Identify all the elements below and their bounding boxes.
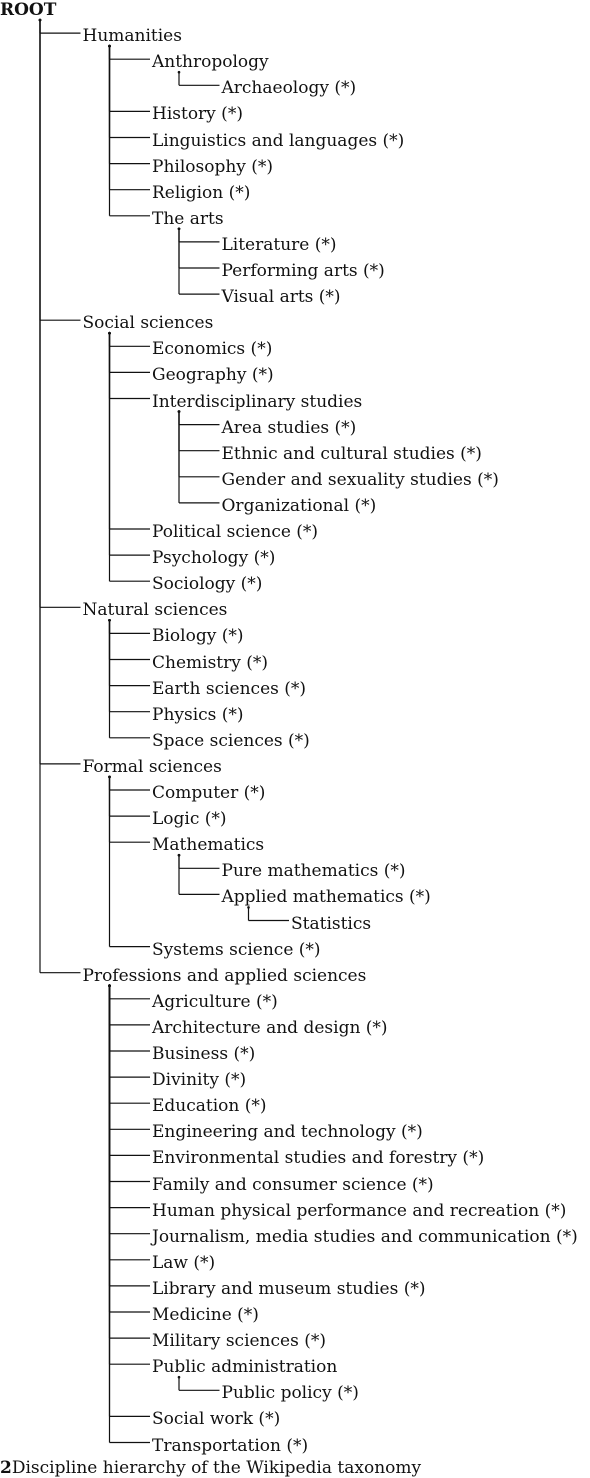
node-social-sciences: Social sciences [82,313,214,334]
node-physics: Physics (*) [152,704,244,725]
node-gender-and-sexuality-studies: Gender and sexuality studies (*) [221,469,499,490]
node-interdisciplinary-studies: Interdisciplinary studies [152,391,363,412]
node-mathematics: Mathematics [152,835,265,856]
node-visual-arts: Visual arts (*) [221,287,341,308]
node-area-studies: Area studies (*) [221,417,357,438]
node-journalism-media-studies-and-communication: Journalism, media studies and communication (*) [152,1226,578,1247]
node-archaeology: Archaeology (*) [221,78,357,99]
node-formal-sciences: Formal sciences [82,756,222,777]
node-the-arts: The arts [152,208,224,229]
node-philosophy: Philosophy (*) [152,156,274,177]
node-literature: Literature (*) [221,234,337,255]
node-linguistics-and-languages: Linguistics and languages (*) [152,130,405,151]
node-medicine: Medicine (*) [152,1305,259,1325]
node-business: Business (*) [152,1044,256,1064]
node-space-sciences: Space sciences (*) [152,730,310,751]
node-law: Law (*) [152,1252,216,1273]
node-pure-mathematics: Pure mathematics (*) [221,861,406,882]
node-statistics: Statistics [291,913,372,934]
node-divinity: Divinity (*) [152,1070,247,1091]
node-earth-sciences: Earth sciences (*) [152,678,307,699]
node-natural-sciences: Natural sciences [82,600,228,621]
node-psychology: Psychology (*) [152,548,276,569]
node-biology: Biology (*) [152,626,244,647]
node-environmental-studies-and-forestry: Environmental studies and forestry (*) [152,1148,485,1169]
node-geography: Geography (*) [152,365,274,386]
tree-root-label: ROOT [0,0,57,20]
node-architecture-and-design: Architecture and design (*) [152,1017,388,1038]
node-family-and-consumer-science: Family and consumer science (*) [152,1174,434,1195]
node-logic: Logic (*) [152,809,227,830]
node-library-and-museum-studies: Library and museum studies (*) [152,1278,426,1299]
node-anthropology: Anthropology [152,52,269,73]
caption-text: Discipline hierarchy of the Wikipedia taxonomy [11,1458,422,1478]
node-ethnic-and-cultural-studies: Ethnic and cultural studies (*) [221,443,482,464]
node-public-policy: Public policy (*) [221,1383,359,1404]
node-religion: Religion (*) [152,182,251,203]
node-transportation: Transportation (*) [152,1435,309,1456]
node-economics: Economics (*) [152,339,273,360]
node-education: Education (*) [152,1096,267,1117]
node-sociology: Sociology (*) [152,574,263,595]
node-agriculture: Agriculture (*) [152,991,278,1012]
node-applied-mathematics: Applied mathematics (*) [221,887,431,908]
node-social-work: Social work (*) [152,1409,281,1430]
node-human-physical-performance-and-recreation: Human physical performance and recreation (*) [152,1200,567,1221]
node-organizational: Organizational (*) [221,495,377,516]
caption-label: 2 [0,1458,12,1478]
node-political-science: Political science (*) [152,522,319,542]
node-humanities: Humanities [82,26,182,47]
node-computer: Computer (*) [152,783,266,803]
node-military-sciences: Military sciences (*) [152,1331,326,1352]
figure-caption [0,1458,421,1478]
node-history: History (*) [152,104,243,125]
node-professions-and-applied-sciences: Professions and applied sciences [82,965,367,986]
node-public-administration: Public administration [152,1357,338,1378]
node-systems-science: Systems science (*) [152,939,321,960]
node-performing-arts: Performing arts (*) [221,261,385,281]
node-engineering-and-technology: Engineering and technology (*) [152,1122,423,1143]
node-chemistry: Chemistry (*) [152,652,269,673]
